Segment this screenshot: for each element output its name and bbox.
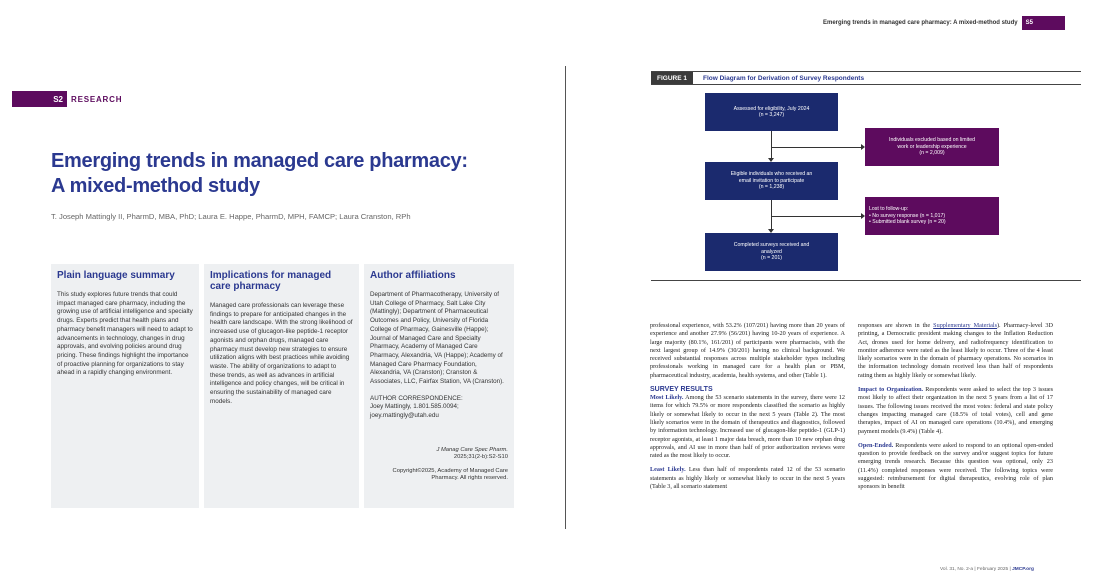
implications-box — [204, 264, 359, 508]
paragraph-impact — [858, 386, 1053, 436]
arrow-down-icon — [768, 158, 774, 162]
flow-text: Assessed for eligibility, July 2024 — [733, 105, 810, 112]
author-list: T. Joseph Mattingly II, PharmD, MBA, PhD; Laura E. Happe, PharmD, MPH, FAMCP; Laura Cranston, RPh — [51, 212, 411, 221]
flow-box-assessed — [705, 93, 838, 131]
flow-text: (n = 3,247) — [758, 112, 785, 118]
correspondence-email[interactable]: joey.mattingly@utah.edu — [370, 412, 439, 420]
flow-text: • Submitted blank survey (n = 20) — [869, 219, 946, 226]
paragraph-text: Respondents were asked to select the top 3 issues most likely to affect their organization in the next 5 years from a list of 17 issues. The following issues received the most votes: federal and state policy changes impacting managed care (18.5% of total votes), cell and gene therapies, impact of AI on managed care operations (10.4%), and emerging payment models (9.4%) (Table 4). — [858, 386, 1053, 435]
flow-connector — [771, 200, 772, 229]
page-number-badge-right: S5 — [1022, 16, 1065, 30]
flow-text: Eligible individuals who received an — [730, 171, 813, 178]
page-number-badge: S2 — [12, 91, 67, 107]
paragraph — [858, 322, 1053, 380]
flow-connector — [771, 147, 861, 148]
flow-box-lost — [865, 197, 999, 235]
paragraph-text: ). Pharmacy-level 3D printing, a Democratic president making changes to the Inflation Reduction Act, drones used for home delivery, and radiofrequency identification to monitor adherence were rated as the least likely to occur. Three of the 4 least likely scenarios were in the domain of pharmacy operations. No scenarios in the information technology domain received less than half of respondents rating them as highly likely or somewhat likely. — [858, 322, 1053, 379]
section-tag — [12, 91, 122, 107]
affiliations-box — [364, 264, 514, 508]
flow-text: (n = 2,009) — [919, 150, 945, 157]
figure-label: FIGURE 1 — [651, 72, 693, 84]
footer-site-link[interactable]: JMCP.org — [1012, 567, 1034, 572]
paragraph-most-likely — [650, 394, 845, 460]
flow-text: • No survey response (n = 1,017) — [869, 212, 946, 219]
page-footer — [940, 567, 1034, 572]
affiliations-body: Department of Pharmacotherapy, University of Utah College of Pharmacy, Salt Lake City (Mattingly); Department of Pharmaceutical Outcomes and Policy, University of Florida College of Pharmacy, Gainesville (Happe); Journal of Managed Care and Specialty Pharmacy, Academy of Managed Care Pharmacy, Alexandria, VA (Happe); Academy of Managed Care Pharmacy Foundation, Alexandria, VA (Cranston); Cranston & Associates, LLC, Fairfax Station, VA (Cranston). — [370, 291, 504, 386]
affiliations-heading: Author affiliations — [370, 270, 456, 281]
flow-box-completed — [705, 233, 838, 271]
figure-title: Flow Diagram for Derivation of Survey Respondents — [702, 74, 865, 82]
figure-bottom-rule — [651, 280, 1081, 281]
survey-results-heading: SURVEY RESULTS — [650, 386, 713, 394]
implications-heading: Implications for managed care pharmacy — [210, 270, 332, 292]
citation-text: 2025;31(2-b):S2-S10 — [453, 454, 508, 461]
flow-text: Individuals excluded based on limited — [889, 137, 975, 144]
supplementary-materials-link[interactable]: Supplementary Materials — [933, 322, 997, 329]
journal-name: J Manag Care Spec Pharm. — [436, 446, 508, 453]
paragraph-least-likely — [650, 466, 845, 491]
flow-text: Completed surveys received and — [733, 242, 810, 249]
correspondence — [370, 395, 508, 421]
body-column-2 — [858, 322, 1053, 498]
flow-connector — [771, 216, 861, 217]
figure-header — [651, 71, 1081, 85]
flow-text: Lost to follow-up: — [869, 206, 909, 213]
plain-language-summary-box — [51, 264, 199, 508]
run-in-heading: Most Likely. — [650, 394, 684, 402]
title-line-1: Emerging trends in managed care pharmacy: — [51, 150, 468, 172]
arrow-down-icon — [768, 229, 774, 233]
running-head — [823, 16, 1065, 30]
section-label: RESEARCH — [71, 94, 123, 104]
arrow-right-icon — [861, 213, 865, 219]
title-line-2: A mixed-method study — [51, 175, 260, 197]
copyright: Copyright©2025, Academy of Managed Care Pharmacy. All rights reserved. — [392, 467, 508, 482]
flow-box-eligible — [705, 162, 838, 200]
running-title: Emerging trends in managed care pharmacy: A mixed-method study — [823, 20, 1018, 26]
flow-text: (n = 1,238) — [758, 184, 785, 191]
run-in-heading: Least Likely. — [650, 466, 686, 474]
footer-issue: Vol. 31, No. 2-a | February 2025 | — [940, 567, 1011, 572]
plain-summary-body: This study explores future trends that could impact managed care pharmacy, including the growing use of artificial intelligence and specialty drugs. Experts predict that health plans and pharmacy benefit managers will need to adapt to advancements in technology, changes in drug approvals, and evolving policies around drug pricing. These findings highlight the importance of proactive planning for organizations to stay ahead in a rapidly changing environment. — [57, 291, 193, 377]
run-in-heading: Open-Ended. — [858, 441, 894, 449]
run-in-heading: Impact to Organization. — [858, 386, 924, 394]
paragraph-text: Less than half of respondents rated 12 of the 53 scenario statements as highly likely or somewhat likely to occur in the next 5 years (Table 3, all scenario statement — [650, 466, 845, 491]
flow-text: email invitation to participate — [738, 177, 805, 184]
page-divider — [565, 66, 566, 529]
flow-box-excluded — [865, 128, 999, 166]
flow-text: analyzed — [761, 248, 782, 255]
flow-connector — [771, 131, 772, 158]
correspondence-label: AUTHOR CORRESPONDENCE: — [370, 394, 463, 402]
flow-diagram — [651, 87, 1081, 277]
flow-text: (n = 201) — [761, 255, 782, 262]
paragraph-text: Among the 53 scenario statements in the survey, there were 12 items for which 79.5% or more respondents classified the scenario as highly likely or somewhat likely to occur in the next 5 years (Table 2). The most likely scenarios were in the domain of therapeutics and diagnostics, followed by information technology. Increased use of glucagon-like peptide-1 (GLP-1) receptor agonists, at least 1 major data breach, more than 10 new orphan drug approvals, and AI use in more than half of prior authorization reviews were rated as the most likely to occur. — [650, 394, 845, 460]
paragraph-text: responses are shown in the — [858, 322, 934, 329]
citation — [370, 447, 508, 462]
arrow-right-icon — [861, 144, 865, 150]
body-column-1 — [650, 322, 845, 497]
paragraph: professional experience, with 53.2% (107/201) having more than 20 years of experience and another 27.9% (56/201) having 10-20 years of experience. A large majority (80.1%, 161/201) of participants were pharmacists, with the next largest group of 14.9% (30/201) having no clinical background. We received substantial responses across multiple stakeholder types including professionals working in managed care for a health plan or PBM, pharmaceutical industry, academia, health systems, and other (Table 1). — [650, 322, 845, 379]
article-title — [51, 149, 531, 199]
flow-text: work or leadership experience — [897, 143, 967, 150]
plain-summary-heading: Plain language summary — [57, 270, 175, 281]
paragraph-open-ended — [858, 442, 1053, 492]
correspondence-name: Joey Mattingly, 1.801.585.0094; — [370, 403, 459, 411]
paragraph-text: Respondents were asked to respond to an optional open-ended question to provide feedback on the survey and/or suggest topics for future emerging trends research. Because this question was optional, only 23 (11.4%) completed responses were received. The following topics were suggested: reimbursement for digital therapeutics, evolving role of plan sponsors in benefit — [858, 441, 1053, 491]
implications-body: Managed care professionals can leverage these findings to prepare for anticipated changes in the health care landscape. With the strong likelihood of increased use of glucagon-like peptide-1 receptor agonists and orphan drugs, managed care pharmacy must develop new strategies to ensure utilization aligns with best practices while avoiding waste. The ability of organizations to adapt to these trends, as well as advances in artificial intelligence and policy changes, will be critical in ensuring the sustainability of managed care models. — [210, 302, 353, 405]
